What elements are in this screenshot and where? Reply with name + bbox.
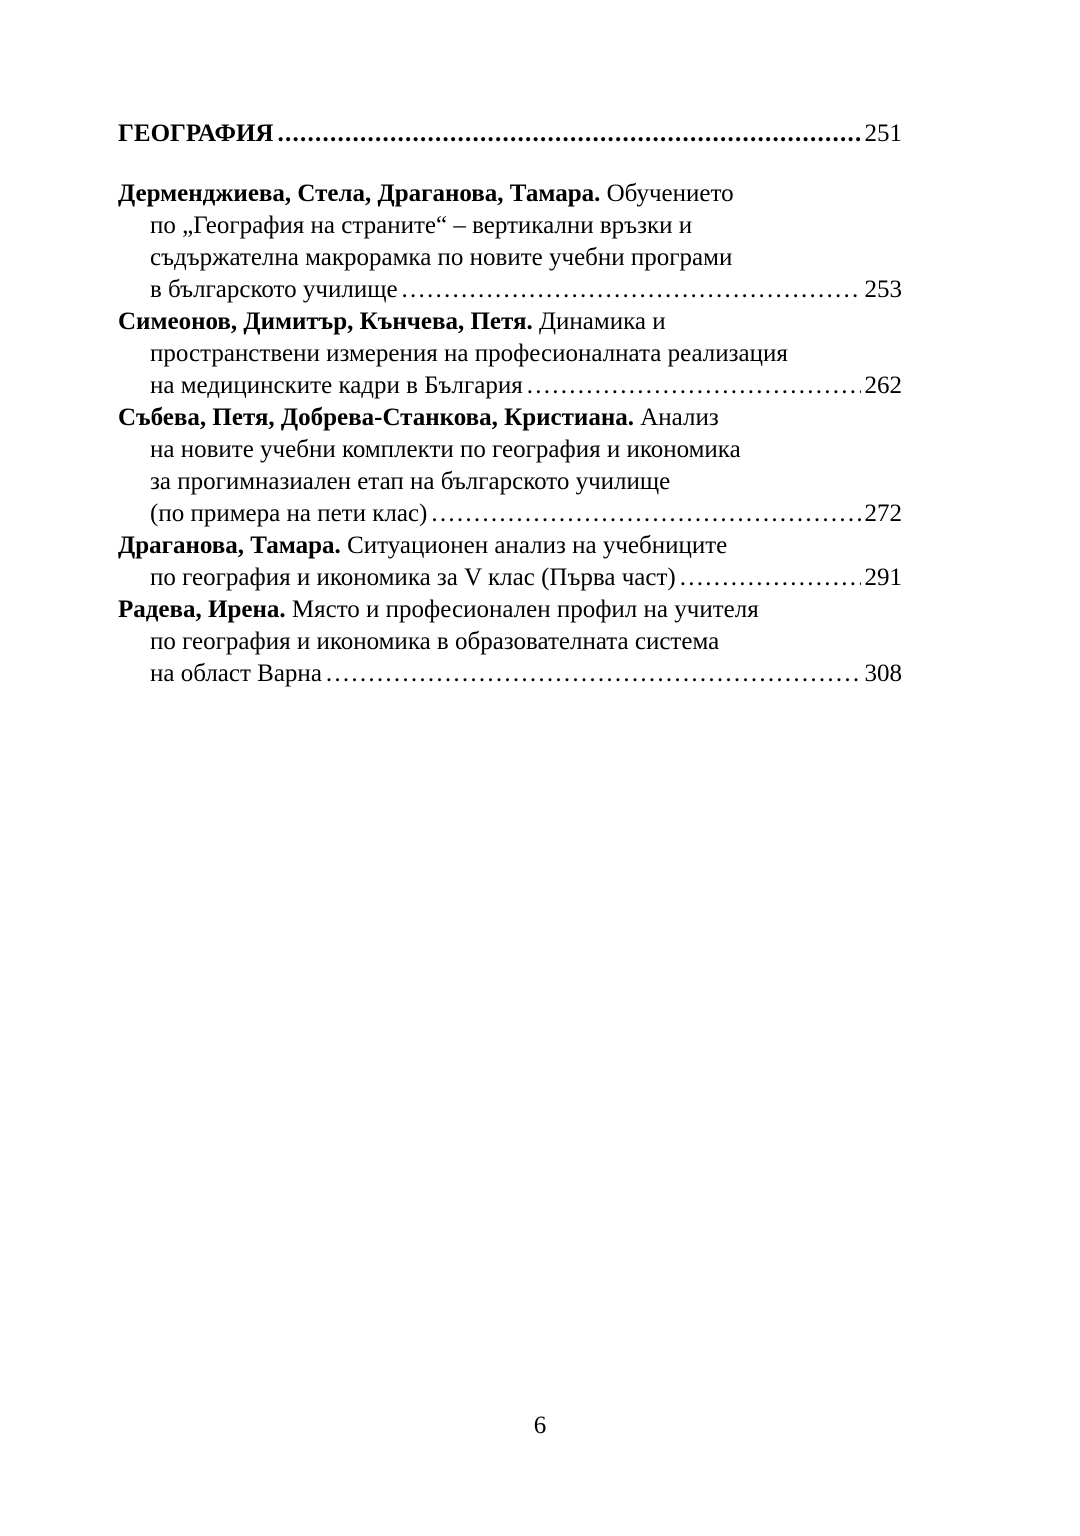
entry-authors: Симеонов, Димитър, Кънчева, Петя. [118,308,533,335]
entry-first-line [118,402,902,434]
entry-title-line: по „География на страните“ – вертикални връзки и [150,212,693,239]
entry-title-start: Анализ [633,404,719,431]
dot-leader [527,370,861,402]
entry-authors: Събева, Петя, Добрева-Станкова, Кристиана. [118,404,634,431]
entry-title-line: за прогимназиален етап на българското училище [150,468,671,495]
table-of-contents [118,118,902,690]
entry-title-end: (по примера на пети клас) [150,500,428,527]
section-page: 251 [864,120,902,147]
entry-title-line: по география и икономика в образователната система [150,628,720,655]
entry-authors: Дерменджиева, Стела, Драганова, Тамара. [118,180,601,207]
page-number: 6 [533,1412,547,1439]
entry-page: 308 [864,660,902,687]
entry-first-line [118,594,902,626]
entry-last-line [118,498,902,530]
toc-entry [118,594,902,690]
toc-entry [118,530,902,594]
entry-title-line: съдържателна макрорамка по новите учебни програми [150,244,733,271]
dot-leader [402,274,861,306]
entry-title-end: на медицинските кадри в България [150,372,523,399]
toc-entry [118,402,902,530]
entry-page: 262 [864,372,902,399]
entry-last-line [118,370,902,402]
entry-title-end: в българското училище [150,276,398,303]
entry-page: 253 [864,276,902,303]
entry-last-line [118,658,902,690]
entry-title-start: Динамика и [532,308,666,335]
entry-first-line [118,178,902,210]
toc-entry [118,178,902,306]
entry-last-line [118,274,902,306]
entry-page: 291 [864,564,902,591]
entry-title-line: пространствени измерения на професионалната реализация [150,340,788,367]
dot-leader [326,658,861,690]
entry-title-end: на област Варна [150,660,322,687]
entry-authors: Драганова, Тамара. [118,532,341,559]
entry-title-start: Място и професионален профил на учителя [285,596,759,623]
section-title: ГЕОГРАФИЯ [118,120,274,147]
dot-leader [277,118,860,150]
entry-first-line [118,306,902,338]
entry-title-start: Обучението [600,180,734,207]
dot-leader [680,562,861,594]
entry-first-line [118,530,902,562]
section-heading [118,118,902,158]
dot-leader [431,498,860,530]
toc-entry [118,306,902,402]
entry-title-end: по география и икономика за V клас (Първа част) [150,564,676,591]
entry-title-line: на новите учебни комплекти по география и икономика [150,436,741,463]
entry-title-start: Ситуационен анализ на учебниците [340,532,728,559]
entry-page: 272 [864,500,902,527]
entry-last-line [118,562,902,594]
entry-authors: Радева, Ирена. [118,596,286,623]
